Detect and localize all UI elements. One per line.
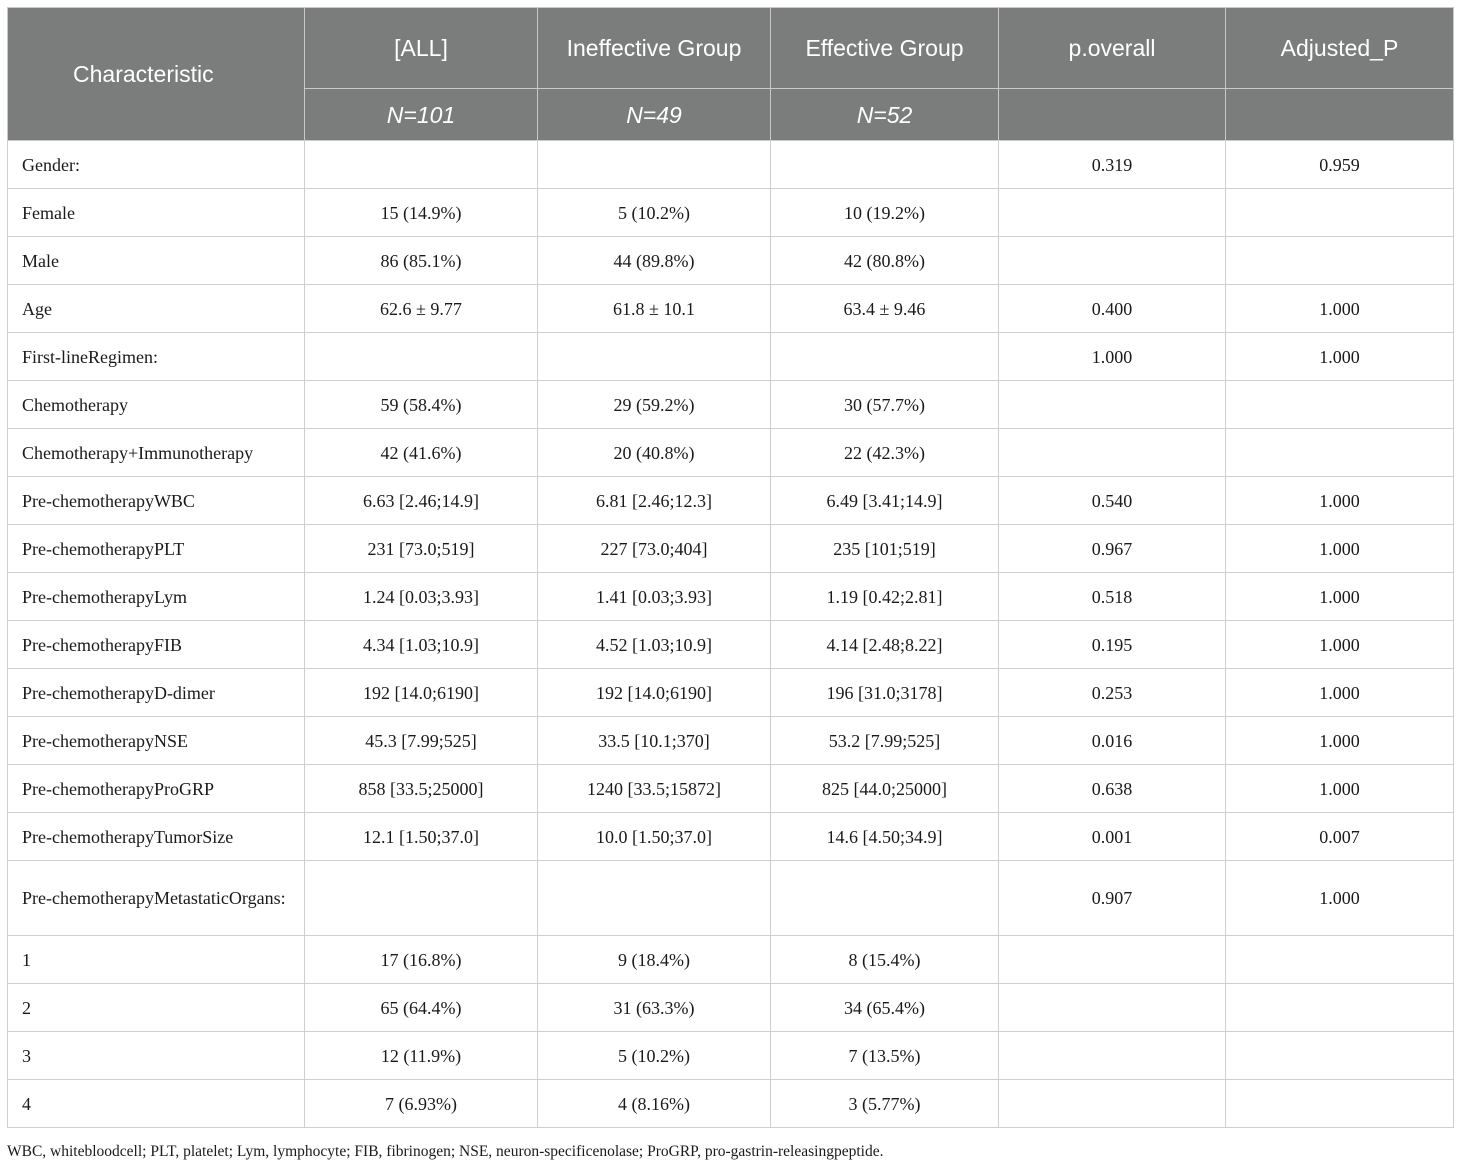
header-empty-adjusted-p: [1226, 89, 1454, 141]
row-label: 2: [8, 984, 305, 1032]
cell-adjusted-p: 1.000: [1226, 573, 1454, 621]
cell-ineffective: 227 [73.0;404]: [538, 525, 771, 573]
row-label: Female: [8, 189, 305, 237]
cell-adjusted-p: 1.000: [1226, 861, 1454, 936]
cell-all: 62.6 ± 9.77: [305, 285, 538, 333]
characteristics-table: [7, 7, 1454, 1128]
cell-ineffective: [538, 333, 771, 381]
table-row: [8, 813, 1454, 861]
table-row: [8, 477, 1454, 525]
cell-effective: 196 [31.0;3178]: [771, 669, 999, 717]
cell-adjusted-p: [1226, 936, 1454, 984]
cell-adjusted-p: [1226, 1080, 1454, 1128]
cell-ineffective: 29 (59.2%): [538, 381, 771, 429]
cell-p-overall: 0.400: [999, 285, 1226, 333]
cell-ineffective: 1240 [33.5;15872]: [538, 765, 771, 813]
cell-p-overall: [999, 381, 1226, 429]
cell-ineffective: 61.8 ± 10.1: [538, 285, 771, 333]
cell-all: 45.3 [7.99;525]: [305, 717, 538, 765]
characteristics-table-container: [7, 7, 1453, 1128]
cell-all: [305, 141, 538, 189]
cell-effective: 6.49 [3.41;14.9]: [771, 477, 999, 525]
table-row: [8, 861, 1454, 936]
cell-adjusted-p: [1226, 429, 1454, 477]
cell-effective: 34 (65.4%): [771, 984, 999, 1032]
row-label: First-lineRegimen:: [8, 333, 305, 381]
cell-p-overall: [999, 1032, 1226, 1080]
cell-p-overall: 0.016: [999, 717, 1226, 765]
cell-adjusted-p: [1226, 1032, 1454, 1080]
cell-p-overall: [999, 429, 1226, 477]
table-row: [8, 669, 1454, 717]
header-n-all: N=101: [305, 89, 538, 141]
cell-all: 12 (11.9%): [305, 1032, 538, 1080]
cell-ineffective: 44 (89.8%): [538, 237, 771, 285]
cell-all: 65 (64.4%): [305, 984, 538, 1032]
header-ineffective-group: Ineffective Group: [538, 8, 771, 89]
cell-adjusted-p: 1.000: [1226, 717, 1454, 765]
cell-adjusted-p: 1.000: [1226, 285, 1454, 333]
row-label: Pre-chemotherapyFIB: [8, 621, 305, 669]
table-row: [8, 1032, 1454, 1080]
cell-ineffective: 5 (10.2%): [538, 1032, 771, 1080]
cell-ineffective: 4.52 [1.03;10.9]: [538, 621, 771, 669]
cell-ineffective: 192 [14.0;6190]: [538, 669, 771, 717]
cell-all: 192 [14.0;6190]: [305, 669, 538, 717]
cell-effective: [771, 141, 999, 189]
cell-all: [305, 861, 538, 936]
header-p-overall: p.overall: [999, 8, 1226, 89]
row-label: Pre-chemotherapyNSE: [8, 717, 305, 765]
cell-adjusted-p: 1.000: [1226, 333, 1454, 381]
cell-all: 7 (6.93%): [305, 1080, 538, 1128]
table-footnote: WBC, whitebloodcell; PLT, platelet; Lym, lymphocyte; FIB, fibrinogen; NSE, neuron-specificenolase; ProGRP, pro-gastrin-releasingpeptide.: [7, 1143, 884, 1160]
cell-all: 858 [33.5;25000]: [305, 765, 538, 813]
cell-adjusted-p: 0.007: [1226, 813, 1454, 861]
cell-p-overall: 0.518: [999, 573, 1226, 621]
row-label: Pre-chemotherapyPLT: [8, 525, 305, 573]
table-row: [8, 141, 1454, 189]
table-row: [8, 525, 1454, 573]
table-row: [8, 189, 1454, 237]
cell-p-overall: 0.638: [999, 765, 1226, 813]
cell-ineffective: 1.41 [0.03;3.93]: [538, 573, 771, 621]
table-row: [8, 621, 1454, 669]
row-label: Pre-chemotherapyD-dimer: [8, 669, 305, 717]
cell-p-overall: 0.195: [999, 621, 1226, 669]
cell-ineffective: 5 (10.2%): [538, 189, 771, 237]
header-effective-group: Effective Group: [771, 8, 999, 89]
cell-effective: 825 [44.0;25000]: [771, 765, 999, 813]
cell-ineffective: 4 (8.16%): [538, 1080, 771, 1128]
cell-ineffective: 33.5 [10.1;370]: [538, 717, 771, 765]
header-characteristic: Characteristic: [8, 8, 305, 141]
row-label: 1: [8, 936, 305, 984]
table-row: [8, 717, 1454, 765]
cell-p-overall: 0.319: [999, 141, 1226, 189]
cell-p-overall: 0.253: [999, 669, 1226, 717]
cell-p-overall: [999, 189, 1226, 237]
cell-p-overall: 0.001: [999, 813, 1226, 861]
cell-ineffective: 31 (63.3%): [538, 984, 771, 1032]
cell-effective: [771, 861, 999, 936]
cell-effective: [771, 333, 999, 381]
cell-effective: 22 (42.3%): [771, 429, 999, 477]
row-label: 4: [8, 1080, 305, 1128]
row-label: Pre-chemotherapyLym: [8, 573, 305, 621]
table-header: [8, 8, 1454, 141]
cell-adjusted-p: 1.000: [1226, 621, 1454, 669]
cell-all: 12.1 [1.50;37.0]: [305, 813, 538, 861]
row-label: Age: [8, 285, 305, 333]
cell-all: 4.34 [1.03;10.9]: [305, 621, 538, 669]
cell-effective: 10 (19.2%): [771, 189, 999, 237]
cell-all: 6.63 [2.46;14.9]: [305, 477, 538, 525]
cell-adjusted-p: 1.000: [1226, 525, 1454, 573]
cell-p-overall: [999, 936, 1226, 984]
header-n-ineffective: N=49: [538, 89, 771, 141]
cell-adjusted-p: [1226, 381, 1454, 429]
cell-effective: 3 (5.77%): [771, 1080, 999, 1128]
table-row: [8, 237, 1454, 285]
cell-ineffective: 10.0 [1.50;37.0]: [538, 813, 771, 861]
row-label: Gender:: [8, 141, 305, 189]
header-n-effective: N=52: [771, 89, 999, 141]
cell-effective: 53.2 [7.99;525]: [771, 717, 999, 765]
table-row: [8, 285, 1454, 333]
cell-all: 42 (41.6%): [305, 429, 538, 477]
row-label: Male: [8, 237, 305, 285]
cell-effective: 42 (80.8%): [771, 237, 999, 285]
table-row: [8, 936, 1454, 984]
cell-ineffective: [538, 141, 771, 189]
cell-effective: 235 [101;519]: [771, 525, 999, 573]
cell-effective: 8 (15.4%): [771, 936, 999, 984]
cell-ineffective: 20 (40.8%): [538, 429, 771, 477]
row-label: Pre-chemotherapyMetastaticOrgans:: [8, 861, 305, 936]
cell-effective: 63.4 ± 9.46: [771, 285, 999, 333]
cell-all: 86 (85.1%): [305, 237, 538, 285]
cell-p-overall: 0.907: [999, 861, 1226, 936]
cell-all: 15 (14.9%): [305, 189, 538, 237]
table-row: [8, 765, 1454, 813]
cell-all: 59 (58.4%): [305, 381, 538, 429]
cell-p-overall: [999, 1080, 1226, 1128]
table-row: [8, 381, 1454, 429]
cell-effective: 30 (57.7%): [771, 381, 999, 429]
table-row: [8, 333, 1454, 381]
cell-p-overall: 1.000: [999, 333, 1226, 381]
cell-all: 231 [73.0;519]: [305, 525, 538, 573]
cell-adjusted-p: 1.000: [1226, 477, 1454, 525]
cell-effective: 7 (13.5%): [771, 1032, 999, 1080]
table-body: [8, 141, 1454, 1128]
row-label: Pre-chemotherapyTumorSize: [8, 813, 305, 861]
cell-adjusted-p: [1226, 984, 1454, 1032]
cell-adjusted-p: 0.959: [1226, 141, 1454, 189]
cell-all: 1.24 [0.03;3.93]: [305, 573, 538, 621]
cell-p-overall: 0.540: [999, 477, 1226, 525]
header-adjusted-p: Adjusted_P: [1226, 8, 1454, 89]
cell-p-overall: [999, 237, 1226, 285]
header-empty-p-overall: [999, 89, 1226, 141]
cell-ineffective: 9 (18.4%): [538, 936, 771, 984]
table-row: [8, 1080, 1454, 1128]
cell-adjusted-p: 1.000: [1226, 669, 1454, 717]
row-label: Pre-chemotherapyProGRP: [8, 765, 305, 813]
row-label: Pre-chemotherapyWBC: [8, 477, 305, 525]
cell-p-overall: [999, 984, 1226, 1032]
row-label: Chemotherapy: [8, 381, 305, 429]
table-row: [8, 429, 1454, 477]
table-row: [8, 573, 1454, 621]
cell-effective: 4.14 [2.48;8.22]: [771, 621, 999, 669]
cell-adjusted-p: [1226, 189, 1454, 237]
cell-adjusted-p: 1.000: [1226, 765, 1454, 813]
header-all: [ALL]: [305, 8, 538, 89]
cell-p-overall: 0.967: [999, 525, 1226, 573]
row-label: 3: [8, 1032, 305, 1080]
cell-all: 17 (16.8%): [305, 936, 538, 984]
cell-effective: 14.6 [4.50;34.9]: [771, 813, 999, 861]
cell-adjusted-p: [1226, 237, 1454, 285]
row-label: Chemotherapy+Immunotherapy: [8, 429, 305, 477]
cell-all: [305, 333, 538, 381]
table-row: [8, 984, 1454, 1032]
cell-effective: 1.19 [0.42;2.81]: [771, 573, 999, 621]
cell-ineffective: [538, 861, 771, 936]
cell-ineffective: 6.81 [2.46;12.3]: [538, 477, 771, 525]
